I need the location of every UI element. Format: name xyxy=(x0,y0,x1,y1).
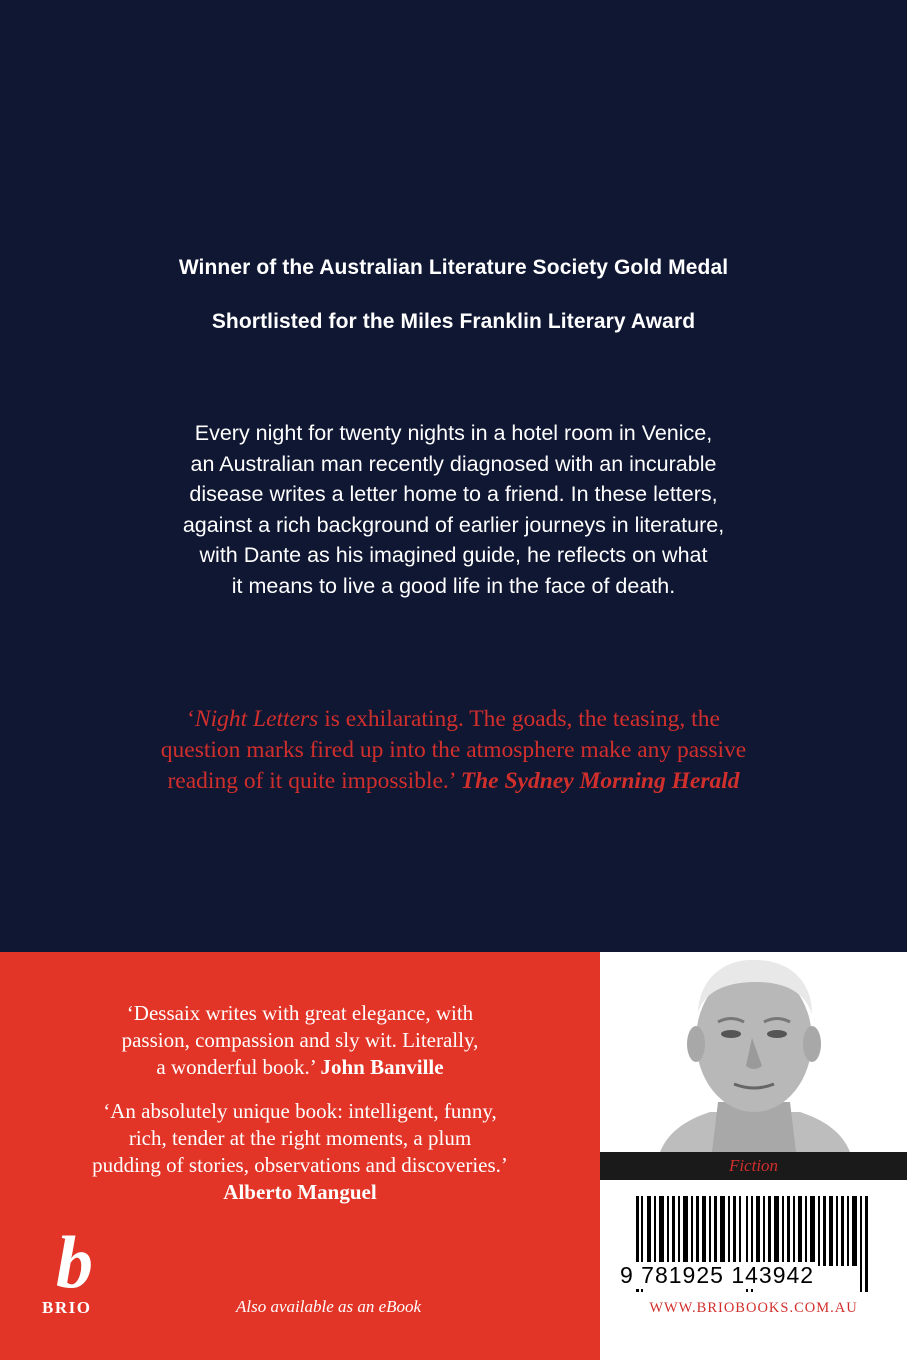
quote-text: rich, tender at the right moments, a plum xyxy=(128,1126,472,1150)
author-photo xyxy=(600,952,907,1152)
review-quote-smh xyxy=(110,704,797,797)
quote-text: passion, compassion and sly wit. Literally, xyxy=(121,1028,479,1052)
blurb-line: disease writes a letter home to a friend. In these letters, xyxy=(189,482,718,506)
quote-author: Alberto Manguel xyxy=(223,1180,377,1204)
publisher-name: BRIO xyxy=(42,1298,92,1317)
quote-text: ‘Dessaix writes with great elegance, with xyxy=(126,1001,474,1025)
book-blurb xyxy=(120,418,787,601)
blurb-line: it means to live a good life in the face of death. xyxy=(231,573,676,598)
blurb-line: with Dante as his imagined guide, he reflects on what xyxy=(199,543,708,567)
blurb-line: Every night for twenty nights in a hotel room in Venice, xyxy=(194,421,713,445)
publisher-logo-mark: b xyxy=(56,1222,93,1304)
ebook-note: Also available as an eBook xyxy=(236,1297,422,1316)
blurb-line: an Australian man recently diagnosed with an incurable xyxy=(190,451,717,476)
author-portrait-image xyxy=(600,952,907,1152)
quote-open: ‘ xyxy=(187,706,195,732)
quote-text: ‘An absolutely unique book: intelligent, funny, xyxy=(103,1099,497,1123)
review-quote-banville xyxy=(0,1000,600,1081)
quote-text: a wonderful book.’ xyxy=(156,1055,321,1079)
quote-text: question marks fired up into the atmosphere make any passive xyxy=(160,737,747,763)
quote-source: The Sydney Morning Herald xyxy=(460,768,740,794)
quote-text: is exhilarating. The goads, the teasing, the xyxy=(318,706,720,732)
quote-book-title: Night Letters xyxy=(194,706,319,732)
quote-text: pudding of stories, observations and discoveries.’ xyxy=(92,1153,508,1177)
genre-label: Fiction xyxy=(600,1152,907,1180)
blurb-line: against a rich background of earlier journeys in literature, xyxy=(182,512,725,537)
quote-text: reading of it quite impossible.’ xyxy=(167,768,461,794)
award-shortlisted: Shortlisted for the Miles Franklin Literary Award xyxy=(211,310,696,333)
quote-author: John Banville xyxy=(320,1055,444,1079)
award-winner: Winner of the Australian Literature Society Gold Medal xyxy=(178,256,729,279)
publisher-website: WWW.BRIOBOOKS.COM.AU xyxy=(649,1300,858,1316)
isbn-digits: 9 781925 143942 xyxy=(620,1262,815,1288)
review-quote-manguel xyxy=(0,1098,600,1206)
